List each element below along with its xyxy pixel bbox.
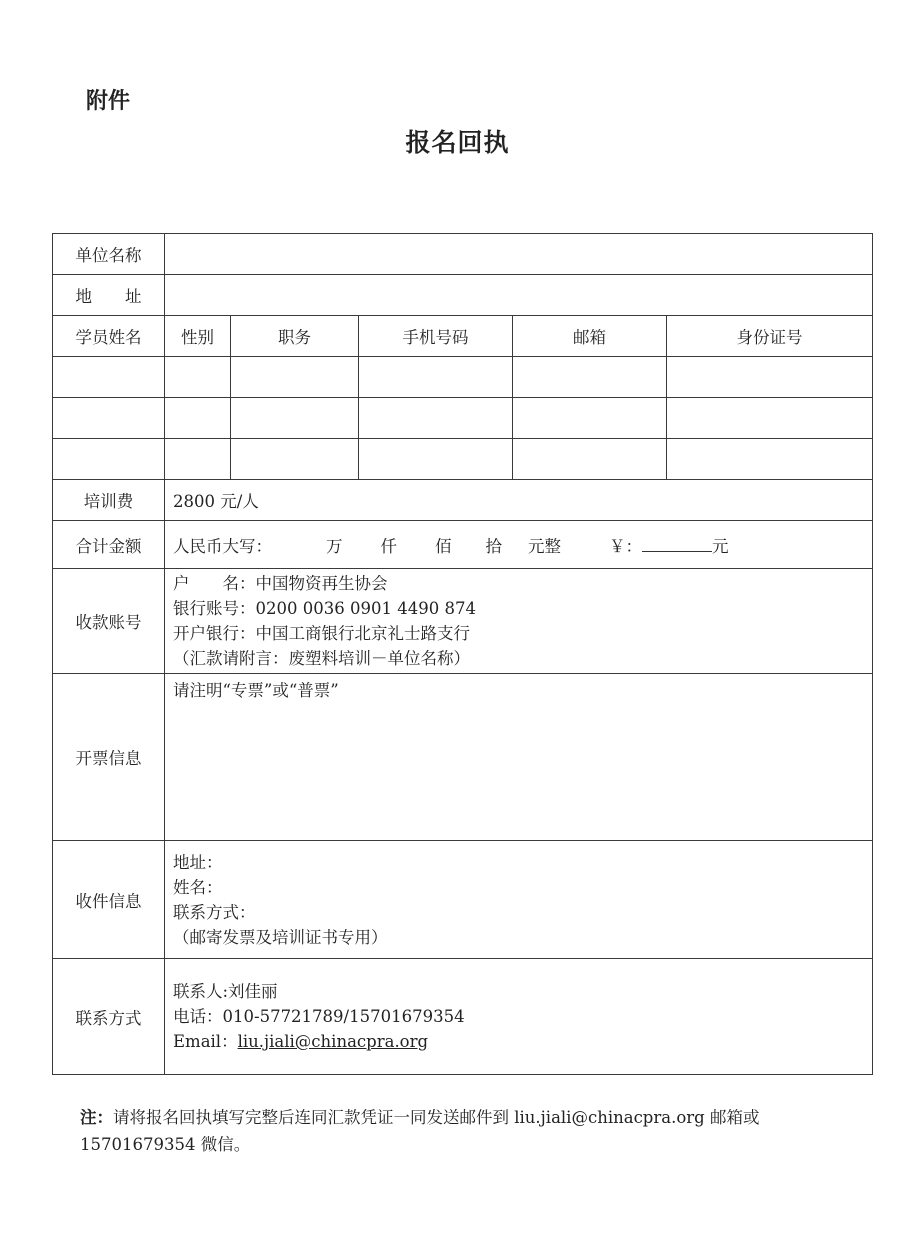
contact-label: 联系方式 bbox=[53, 959, 165, 1075]
delivery-note-line: （邮寄发票及培训证书专用） bbox=[173, 927, 388, 947]
column-header-position: 职务 bbox=[231, 316, 359, 357]
name-cell[interactable] bbox=[53, 398, 165, 439]
delivery-label: 收件信息 bbox=[53, 841, 165, 959]
fee-label: 培训费 bbox=[53, 480, 165, 521]
invoice-label: 开票信息 bbox=[53, 674, 165, 841]
bank-branch-line: 开户银行：中国工商银行北京礼士路支行 bbox=[173, 624, 470, 643]
column-header-gender: 性别 bbox=[165, 316, 231, 357]
position-cell[interactable] bbox=[231, 398, 359, 439]
gender-cell[interactable] bbox=[165, 439, 231, 480]
registration-form-table bbox=[52, 233, 873, 1075]
attachment-label: 附件 bbox=[86, 89, 131, 114]
amount-blank[interactable] bbox=[642, 537, 712, 552]
id-number-cell[interactable] bbox=[667, 398, 873, 439]
contact-info bbox=[165, 959, 873, 1075]
name-cell[interactable] bbox=[53, 357, 165, 398]
address-field[interactable] bbox=[165, 275, 873, 316]
contact-email-line bbox=[173, 1029, 864, 1054]
page-title: 报名回执 bbox=[405, 128, 510, 157]
id-number-cell[interactable] bbox=[667, 357, 873, 398]
column-header-mobile: 手机号码 bbox=[359, 316, 513, 357]
delivery-contact-line: 联系方式： bbox=[173, 902, 256, 922]
mobile-cell[interactable] bbox=[359, 398, 513, 439]
qian-unit: 仟 bbox=[380, 536, 397, 556]
contact-email-link[interactable]: liu.jiali@chinacpra.org bbox=[237, 1032, 429, 1051]
mobile-cell[interactable] bbox=[359, 439, 513, 480]
email-cell[interactable] bbox=[513, 439, 667, 480]
account-label: 收款账号 bbox=[53, 569, 165, 674]
shi-unit: 拾 bbox=[485, 536, 502, 556]
org-name-field[interactable] bbox=[165, 234, 873, 275]
contact-person-line: 联系人:刘佳丽 bbox=[173, 982, 278, 1001]
note-label: 注： bbox=[80, 1108, 113, 1127]
position-cell[interactable] bbox=[231, 357, 359, 398]
total-amount-field[interactable] bbox=[165, 521, 873, 569]
delivery-name-line: 姓名： bbox=[173, 877, 223, 897]
yuan-zheng-unit: 元整 bbox=[528, 536, 561, 556]
id-number-cell[interactable] bbox=[667, 439, 873, 480]
name-cell[interactable] bbox=[53, 439, 165, 480]
uppercase-amount-label: 人民币大写： bbox=[173, 536, 272, 556]
gender-cell[interactable] bbox=[165, 398, 231, 439]
remittance-note-line: （汇款请附言：废塑料培训－单位名称） bbox=[173, 649, 470, 668]
position-cell[interactable] bbox=[231, 439, 359, 480]
footer-note bbox=[80, 1104, 870, 1158]
gender-cell[interactable] bbox=[165, 357, 231, 398]
org-name-label: 单位名称 bbox=[53, 234, 165, 275]
mobile-cell[interactable] bbox=[359, 357, 513, 398]
table-header-row bbox=[53, 316, 873, 357]
account-info bbox=[165, 569, 873, 674]
column-header-id-number: 身份证号 bbox=[667, 316, 873, 357]
email-cell[interactable] bbox=[513, 357, 667, 398]
account-holder-line: 户 名：中国物资再生协会 bbox=[173, 574, 388, 593]
contact-phone-line: 电话：010-57721789/15701679354 bbox=[173, 1007, 465, 1026]
bai-unit: 佰 bbox=[435, 536, 452, 556]
column-header-email: 邮箱 bbox=[513, 316, 667, 357]
invoice-field[interactable] bbox=[165, 674, 873, 841]
column-header-name: 学员姓名 bbox=[53, 316, 165, 357]
email-prefix: Email： bbox=[173, 1032, 238, 1051]
email-cell[interactable] bbox=[513, 398, 667, 439]
fee-value: 2800 元/人 bbox=[165, 480, 873, 521]
bank-account-line: 银行账号：0200 0036 0901 4490 874 bbox=[173, 599, 476, 618]
wan-unit: 万 bbox=[326, 536, 343, 556]
delivery-address-line: 地址： bbox=[173, 852, 223, 872]
table-row bbox=[53, 357, 873, 398]
yuan-unit: 元 bbox=[712, 536, 729, 556]
table-row bbox=[53, 398, 873, 439]
total-label: 合计金额 bbox=[53, 521, 165, 569]
delivery-field[interactable] bbox=[165, 841, 873, 959]
table-row bbox=[53, 439, 873, 480]
note-text: 请将报名回执填写完整后连同汇款凭证一同发送邮件到 liu.jiali@chinacpra.org 邮箱或 15701679354 微信。 bbox=[80, 1108, 760, 1154]
yen-label: ￥： bbox=[609, 536, 642, 556]
invoice-note: 请注明“专票”或“普票” bbox=[173, 681, 339, 700]
address-label: 地 址 bbox=[53, 275, 165, 316]
